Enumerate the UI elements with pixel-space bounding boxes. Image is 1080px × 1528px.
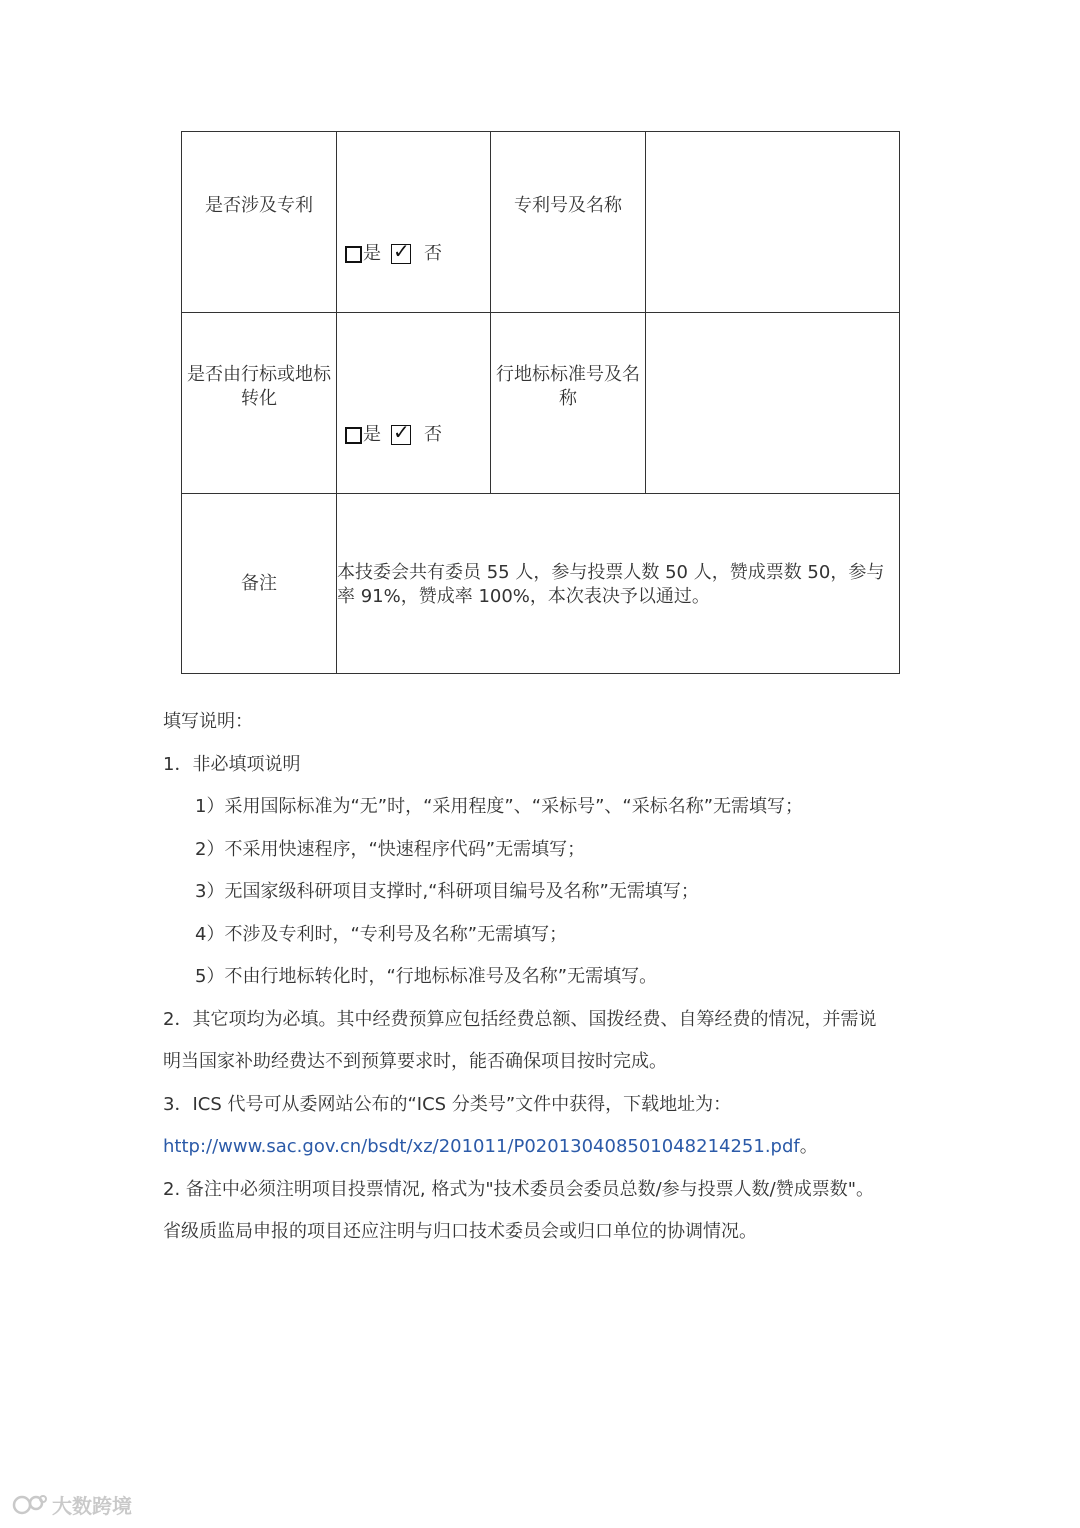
remark-value-cell [337, 494, 900, 674]
watermark-text: 大数跨境 [52, 1494, 132, 1518]
conversion-choice [345, 420, 442, 447]
conversion-yes-label: 是 [363, 424, 381, 445]
instruction-item: 2. 备注中必须注明项目投票情况, 格式为"技术委员会委员总数/参与投票人数/赞成票数"。 [163, 1178, 875, 1200]
instruction-item: 3）无国家级科研项目支撑时,“科研项目编号及名称”无需填写； [195, 881, 699, 902]
remark-label-cell [182, 494, 337, 674]
conversion-label-cell [182, 313, 337, 494]
conversion-label: 是否由行标或地标转化 [187, 364, 331, 409]
patent-choice [345, 239, 442, 266]
standard-number-value[interactable] [646, 313, 900, 494]
conversion-row [182, 313, 900, 494]
checkmark-icon: ✓ [393, 239, 410, 263]
remark-row [182, 494, 900, 674]
instruction-item: 2．其它项均为必填。其中经费预算应包括经费总额、国拨经费、自筹经费的情况，并需说 [163, 1008, 877, 1030]
patent-choice-cell [337, 132, 491, 313]
instruction-item: 1．非必填项说明 [163, 753, 301, 775]
patent-label: 是否涉及专利 [205, 195, 313, 216]
patent-no-label: 否 [424, 243, 442, 264]
patent-number-label-cell [491, 132, 646, 313]
remark-text: 本技委会共有委员 55 人，参与投票人数 50 人，赞成票数 50，参与率 91%，赞成率 100%，本次表决予以通过。 [337, 561, 885, 607]
ics-download-line [163, 1131, 943, 1174]
patent-yes-label: 是 [363, 243, 381, 264]
standard-number-label-cell [491, 313, 646, 494]
instructions-heading: 填写说明： [163, 711, 253, 732]
ics-download-link[interactable]: http://www.sac.gov.cn/bsdt/xz/201011/P020130408501048214251.pdf [163, 1136, 800, 1157]
filling-instructions [163, 706, 943, 1259]
instruction-item: 2）不采用快速程序，“快速程序代码”无需填写； [195, 838, 586, 860]
instruction-item: 省级质监局申报的项目还应注明与归口技术委员会或归口单位的协调情况。 [163, 1221, 757, 1242]
watermark [12, 1490, 132, 1519]
instruction-item: 4）不涉及专利时，“专利号及名称”无需填写； [195, 923, 568, 945]
project-form-table [181, 131, 900, 674]
instruction-item: 1）采用国际标准为“无”时，“采用程度”、“采标号”、“采标名称”无需填写； [195, 796, 804, 817]
conversion-no-checkbox[interactable] [391, 420, 411, 445]
patent-yes-checkbox[interactable] [345, 246, 362, 263]
watermark-logo-icon [12, 1493, 48, 1517]
instruction-item: 5）不由行地标转化时，“行地标标准号及名称”无需填写。 [195, 966, 658, 987]
conversion-choice-cell [337, 313, 491, 494]
patent-number-value[interactable] [646, 132, 900, 313]
remark-label: 备注 [241, 572, 277, 594]
link-suffix: 。 [799, 1136, 818, 1157]
patent-row [182, 132, 900, 313]
checkmark-icon: ✓ [393, 420, 410, 444]
conversion-no-label: 否 [424, 424, 442, 445]
patent-number-label: 专利号及名称 [514, 195, 622, 216]
instruction-item: 3．ICS 代号可从委网站公布的“ICS 分类号”文件中获得，下载地址为： [163, 1093, 732, 1115]
standard-number-label: 行地标标准号及名称 [496, 364, 640, 409]
instruction-item: 明当国家补助经费达不到预算要求时，能否确保项目按时完成。 [163, 1051, 667, 1072]
patent-label-cell [182, 132, 337, 313]
conversion-yes-checkbox[interactable] [345, 427, 362, 444]
patent-no-checkbox[interactable] [391, 239, 411, 264]
